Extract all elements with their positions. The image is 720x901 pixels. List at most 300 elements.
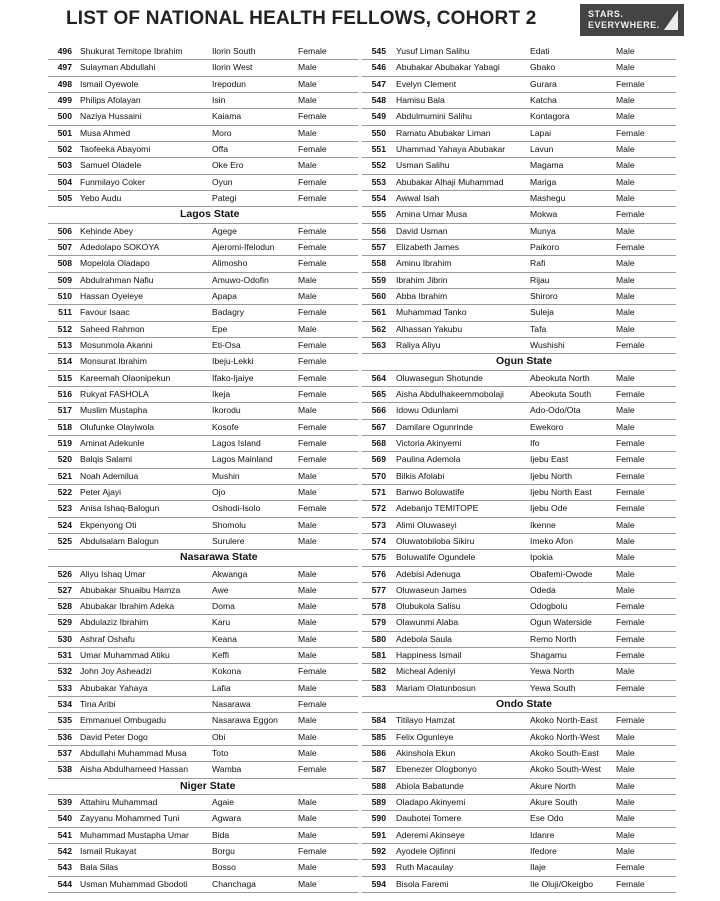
state-heading: Lagos State bbox=[180, 208, 240, 221]
table-row bbox=[362, 779, 676, 795]
table-row bbox=[362, 811, 676, 827]
table-row bbox=[362, 844, 676, 860]
fellow-gender: Male bbox=[616, 111, 635, 122]
fellow-name: Hassan Oyeleye bbox=[80, 290, 144, 301]
fellow-name: Akinshola Ekun bbox=[396, 748, 456, 759]
fellow-lga: Ijebu North East bbox=[530, 486, 592, 497]
table-row bbox=[48, 322, 358, 338]
fellow-number: 571 bbox=[371, 486, 386, 497]
table-row bbox=[48, 158, 358, 174]
fellow-name: Elizabeth James bbox=[396, 241, 460, 252]
fellow-lga: Ikeja bbox=[212, 388, 231, 399]
fellow-number: 552 bbox=[371, 160, 386, 171]
table-row bbox=[48, 632, 358, 648]
fellow-name: Aderemi Akinseye bbox=[396, 829, 465, 840]
fellow-name: Adebola Saula bbox=[396, 633, 452, 644]
fellow-name: Oladapo Akinyemi bbox=[396, 797, 466, 808]
table-row bbox=[48, 534, 358, 550]
fellow-gender: Male bbox=[298, 797, 317, 808]
fellow-gender: Female bbox=[616, 437, 645, 448]
table-row bbox=[48, 485, 358, 501]
table-row bbox=[48, 142, 358, 158]
fellow-name: Adedolapo SOKOYA bbox=[80, 241, 160, 252]
table-row bbox=[362, 746, 676, 762]
fellow-lga: Akwanga bbox=[212, 568, 248, 579]
table-row bbox=[362, 762, 676, 778]
table-row bbox=[362, 648, 676, 664]
fellow-number: 591 bbox=[371, 829, 386, 840]
table-row bbox=[362, 681, 676, 697]
fellow-lga: Obi bbox=[212, 731, 226, 742]
fellow-number: 547 bbox=[371, 78, 386, 89]
table-row bbox=[48, 60, 358, 76]
fellow-number: 542 bbox=[57, 846, 72, 857]
fellow-number: 551 bbox=[371, 143, 386, 154]
fellow-gender: Male bbox=[616, 176, 635, 187]
fellow-name: Tina Aribi bbox=[80, 699, 116, 710]
fellow-name: Monsurat Ibrahim bbox=[80, 356, 147, 367]
fellow-gender: Male bbox=[616, 323, 635, 334]
table-row bbox=[48, 583, 358, 599]
fellow-number: 514 bbox=[57, 356, 72, 367]
table-row bbox=[362, 420, 676, 436]
table-row bbox=[362, 730, 676, 746]
fellow-lga: Ogun Waterside bbox=[530, 617, 592, 628]
table-row bbox=[48, 452, 358, 468]
fellow-number: 532 bbox=[57, 666, 72, 677]
fellow-gender: Male bbox=[298, 323, 317, 334]
fellow-lga: Oshodi-Isolo bbox=[212, 503, 261, 514]
fellow-name: Ramatu Abubakar Liman bbox=[396, 127, 491, 138]
fellow-name: Philips Afolayan bbox=[80, 94, 141, 105]
fellow-name: Favour Isaac bbox=[80, 307, 130, 318]
fellow-name: Aliyu Ishaq Umar bbox=[80, 568, 146, 579]
fellow-gender: Male bbox=[616, 258, 635, 269]
table-row bbox=[362, 518, 676, 534]
fellow-lga: Pategi bbox=[212, 192, 237, 203]
fellow-name: Banwo Boluwatife bbox=[396, 486, 465, 497]
fellow-number: 580 bbox=[371, 633, 386, 644]
fellow-number: 496 bbox=[57, 46, 72, 56]
fellow-lga: Ibeju-Lekki bbox=[212, 356, 254, 367]
fellow-lga: Lagos Island bbox=[212, 437, 261, 448]
fellow-lga: Idanre bbox=[530, 829, 555, 840]
fellow-lga: Edati bbox=[530, 46, 550, 56]
table-row bbox=[48, 191, 358, 207]
table-row bbox=[362, 207, 676, 223]
table-row bbox=[362, 583, 676, 599]
table-row bbox=[362, 795, 676, 811]
fellow-lga: Ilorin West bbox=[212, 62, 253, 73]
fellow-name: Saheed Rahmon bbox=[80, 323, 145, 334]
fellow-name: Paulina Ademola bbox=[396, 454, 461, 465]
fellow-name: Balqis Salami bbox=[80, 454, 133, 465]
fellow-number: 501 bbox=[57, 127, 72, 138]
fellow-gender: Male bbox=[616, 519, 635, 530]
table-row bbox=[362, 860, 676, 876]
fellow-gender: Female bbox=[616, 339, 645, 350]
fellow-number: 505 bbox=[57, 192, 72, 203]
fellow-number: 506 bbox=[57, 225, 72, 236]
table-row bbox=[48, 664, 358, 680]
fellow-lga: Ijebu East bbox=[530, 454, 569, 465]
fellow-number: 520 bbox=[57, 454, 72, 465]
fellow-lga: Ile Oluji/Okeigbo bbox=[530, 878, 594, 889]
table-row bbox=[48, 289, 358, 305]
fellow-name: Olubukola Salisu bbox=[396, 601, 461, 612]
fellow-gender: Male bbox=[616, 160, 635, 171]
fellow-number: 561 bbox=[371, 307, 386, 318]
fellow-name: Rukyat FASHOLA bbox=[80, 388, 149, 399]
fellow-name: Mosunmola Akanni bbox=[80, 339, 153, 350]
fellow-number: 588 bbox=[371, 780, 386, 791]
fellow-number: 543 bbox=[57, 862, 72, 873]
fellow-number: 534 bbox=[57, 699, 72, 710]
fellow-number: 524 bbox=[57, 519, 72, 530]
fellow-number: 529 bbox=[57, 617, 72, 628]
table-row bbox=[362, 93, 676, 109]
fellow-name: Peter Ajayi bbox=[80, 486, 122, 497]
fellow-lga: Bosso bbox=[212, 862, 236, 873]
fellow-lga: Kosofe bbox=[212, 421, 239, 432]
fellow-number: 537 bbox=[57, 748, 72, 759]
fellow-name: Yebo Audu bbox=[80, 192, 122, 203]
table-row bbox=[48, 387, 358, 403]
fellow-name: Idowu Odunlami bbox=[396, 405, 459, 416]
table-row bbox=[362, 289, 676, 305]
fellow-gender: Female bbox=[616, 617, 645, 628]
fellow-lga: Eti-Osa bbox=[212, 339, 241, 350]
fellow-gender: Female bbox=[298, 307, 327, 318]
fellow-number: 528 bbox=[57, 601, 72, 612]
fellow-number: 531 bbox=[57, 650, 72, 661]
fellow-name: Mopelola Oladapo bbox=[80, 258, 150, 269]
fellow-lga: Oke Ero bbox=[212, 160, 244, 171]
table-row bbox=[48, 762, 358, 778]
table-row bbox=[362, 158, 676, 174]
table-row bbox=[48, 844, 358, 860]
fellow-name: Samuel Oladele bbox=[80, 160, 142, 171]
fellow-name: Abiola Babatunde bbox=[396, 780, 464, 791]
fellow-gender: Female bbox=[298, 699, 327, 710]
page-title: LIST OF NATIONAL HEALTH FELLOWS, COHORT 2 bbox=[66, 8, 537, 29]
table-row bbox=[48, 403, 358, 419]
fellow-lga: Rafi bbox=[530, 258, 546, 269]
fellow-number: 536 bbox=[57, 731, 72, 742]
fellow-lga: Tafa bbox=[530, 323, 547, 334]
table-row bbox=[48, 420, 358, 436]
fellow-name: Daubotei Tomere bbox=[396, 813, 462, 824]
fellow-lga: Obafemi-Owode bbox=[530, 568, 593, 579]
table-row bbox=[362, 322, 676, 338]
fellow-number: 554 bbox=[371, 192, 386, 203]
fellow-gender: Male bbox=[616, 225, 635, 236]
fellow-number: 587 bbox=[371, 764, 386, 775]
table-row bbox=[362, 550, 676, 566]
table-row bbox=[48, 697, 358, 713]
fellow-lga: Ese Odo bbox=[530, 813, 564, 824]
state-heading-row bbox=[48, 207, 358, 223]
fellow-number: 500 bbox=[57, 111, 72, 122]
fellow-lga: Agaie bbox=[212, 797, 234, 808]
table-row bbox=[48, 126, 358, 142]
fellow-gender: Male bbox=[298, 290, 317, 301]
fellow-lga: Ilaje bbox=[530, 862, 546, 873]
fellow-lga: Ado-Odo/Ota bbox=[530, 405, 581, 416]
fellow-gender: Female bbox=[298, 764, 327, 775]
fellow-lga: Awe bbox=[212, 584, 229, 595]
fellow-number: 540 bbox=[57, 813, 72, 824]
fellow-lga: Mariga bbox=[530, 176, 557, 187]
fellow-gender: Male bbox=[298, 568, 317, 579]
fellow-number: 592 bbox=[371, 846, 386, 857]
table-row bbox=[48, 648, 358, 664]
fellow-name: Raliya Aliyu bbox=[396, 339, 441, 350]
fellow-gender: Female bbox=[298, 46, 327, 56]
table-row bbox=[48, 436, 358, 452]
fellow-lga: Oyun bbox=[212, 176, 233, 187]
fellow-number: 577 bbox=[371, 584, 386, 595]
fellow-name: Attahiru Muhammad bbox=[80, 797, 158, 808]
fellow-lga: Kontagora bbox=[530, 111, 570, 122]
fellow-gender: Male bbox=[616, 62, 635, 73]
fellow-lga: Paikoro bbox=[530, 241, 560, 252]
state-heading-row bbox=[48, 550, 358, 566]
fellow-lga: Agege bbox=[212, 225, 237, 236]
fellow-gender: Male bbox=[616, 829, 635, 840]
fellow-gender: Female bbox=[298, 111, 327, 122]
fellow-name: Muhammad Mustapha Umar bbox=[80, 829, 189, 840]
fellow-lga: Ifako-Ijaiye bbox=[212, 372, 254, 383]
table-row bbox=[48, 354, 358, 370]
fellow-lga: Amuwo-Odofin bbox=[212, 274, 269, 285]
table-row bbox=[48, 599, 358, 615]
fellow-gender: Female bbox=[616, 241, 645, 252]
fellow-lga: Lavun bbox=[530, 143, 554, 154]
fellow-number: 530 bbox=[57, 633, 72, 644]
fellow-number: 516 bbox=[57, 388, 72, 399]
fellow-gender: Female bbox=[298, 437, 327, 448]
fellow-number: 585 bbox=[371, 731, 386, 742]
fellow-gender: Male bbox=[616, 797, 635, 808]
fellow-lga: Odogbolu bbox=[530, 601, 568, 612]
fellow-name: Kehinde Abey bbox=[80, 225, 134, 236]
fellow-gender: Female bbox=[298, 666, 327, 677]
fellow-gender: Male bbox=[298, 748, 317, 759]
fellow-name: Alimi Oluwaseyi bbox=[396, 519, 457, 530]
fellow-lga: Offa bbox=[212, 143, 229, 154]
fellow-gender: Male bbox=[616, 405, 635, 416]
table-row bbox=[362, 273, 676, 289]
fellow-lga: Ikenne bbox=[530, 519, 556, 530]
fellow-name: Amina Umar Musa bbox=[396, 209, 468, 220]
fellow-number: 583 bbox=[371, 682, 386, 693]
fellow-lga: Katcha bbox=[530, 94, 557, 105]
table-row bbox=[48, 518, 358, 534]
fellow-gender: Male bbox=[616, 421, 635, 432]
fellow-number: 509 bbox=[57, 274, 72, 285]
fellow-number: 582 bbox=[371, 666, 386, 677]
fellow-number: 527 bbox=[57, 584, 72, 595]
fellow-gender: Male bbox=[298, 650, 317, 661]
table-row bbox=[362, 403, 676, 419]
fellow-gender: Female bbox=[616, 486, 645, 497]
fellow-gender: Male bbox=[616, 143, 635, 154]
fellow-gender: Male bbox=[616, 290, 635, 301]
fellow-name: Happiness Ismail bbox=[396, 650, 462, 661]
table-row bbox=[362, 452, 676, 468]
fellow-name: Abdulrahman Nafiu bbox=[80, 274, 154, 285]
fellow-gender: Female bbox=[298, 421, 327, 432]
fellow-number: 521 bbox=[57, 470, 72, 481]
table-row bbox=[48, 305, 358, 321]
fellow-name: Micheal Adeniyi bbox=[396, 666, 456, 677]
table-row bbox=[362, 632, 676, 648]
fellow-lga: Wushishi bbox=[530, 339, 565, 350]
fellow-gender: Male bbox=[298, 405, 317, 416]
fellow-number: 555 bbox=[371, 209, 386, 220]
fellow-lga: Ijebu North bbox=[530, 470, 573, 481]
table-row bbox=[362, 534, 676, 550]
fellow-gender: Female bbox=[616, 388, 645, 399]
fellow-name: Yusuf Liman Salihu bbox=[396, 46, 470, 56]
fellow-number: 525 bbox=[57, 535, 72, 546]
state-heading: Nasarawa State bbox=[180, 551, 258, 564]
fellow-lga: Yewa North bbox=[530, 666, 575, 677]
fellow-name: Victoria Akinyemi bbox=[396, 437, 462, 448]
fellow-number: 562 bbox=[371, 323, 386, 334]
fellow-number: 522 bbox=[57, 486, 72, 497]
fellow-gender: Male bbox=[298, 160, 317, 171]
fellow-number: 566 bbox=[371, 405, 386, 416]
fellow-gender: Male bbox=[298, 274, 317, 285]
fellow-name: Bala Silas bbox=[80, 862, 119, 873]
fellow-name: Bilkis Afolabi bbox=[396, 470, 445, 481]
fellow-gender: Male bbox=[616, 46, 635, 56]
fellow-number: 512 bbox=[57, 323, 72, 334]
fellow-gender: Male bbox=[616, 780, 635, 791]
fellow-gender: Male bbox=[298, 584, 317, 595]
fellow-number: 553 bbox=[371, 176, 386, 187]
state-heading: Ondo State bbox=[496, 698, 553, 711]
fellow-name: Umar Muhammad Atiku bbox=[80, 650, 170, 661]
state-heading-row bbox=[362, 354, 676, 370]
fellow-gender: Female bbox=[616, 715, 645, 726]
table-row bbox=[362, 828, 676, 844]
fellow-number: 510 bbox=[57, 290, 72, 301]
fellow-name: John Joy Asheadzi bbox=[80, 666, 152, 677]
table-row bbox=[48, 713, 358, 729]
fellow-lga: Agwara bbox=[212, 813, 242, 824]
fellow-gender: Female bbox=[298, 372, 327, 383]
fellow-lga: Lapai bbox=[530, 127, 552, 138]
fellow-number: 499 bbox=[57, 94, 72, 105]
fellow-name: Awwal Isah bbox=[396, 192, 440, 203]
fellow-name: Uhammad Yahaya Abubakar bbox=[396, 143, 506, 154]
fellow-number: 539 bbox=[57, 797, 72, 808]
table-row bbox=[48, 93, 358, 109]
fellow-gender: Male bbox=[616, 535, 635, 546]
fellow-lga: Mushin bbox=[212, 470, 240, 481]
fellow-name: Taofeeka Abayomi bbox=[80, 143, 151, 154]
fellow-lga: Shiroro bbox=[530, 290, 558, 301]
fellow-lga: Ikorodu bbox=[212, 405, 241, 416]
fellow-lga: Moro bbox=[212, 127, 232, 138]
fellow-gender: Female bbox=[616, 862, 645, 873]
table-row bbox=[48, 338, 358, 354]
fellow-gender: Female bbox=[616, 650, 645, 661]
fellow-name: David Peter Dogo bbox=[80, 731, 148, 742]
state-heading-row bbox=[48, 779, 358, 795]
table-row bbox=[362, 175, 676, 191]
fellow-lga: Abeokuta South bbox=[530, 388, 592, 399]
fellow-lga: Epe bbox=[212, 323, 228, 334]
fellow-name: Kareemah Olaonipekun bbox=[80, 372, 171, 383]
table-row bbox=[48, 77, 358, 93]
fellow-number: 558 bbox=[371, 258, 386, 269]
fellow-name: Oluwaseun James bbox=[396, 584, 467, 595]
fellow-gender: Female bbox=[298, 503, 327, 514]
table-row bbox=[362, 567, 676, 583]
table-row bbox=[48, 567, 358, 583]
table-row bbox=[362, 371, 676, 387]
state-heading-row bbox=[362, 697, 676, 713]
fellow-name: Alhassan Yakubu bbox=[396, 323, 463, 334]
table-row bbox=[48, 746, 358, 762]
fellow-name: Ashraf Oshafu bbox=[80, 633, 135, 644]
fellow-lga: Akure North bbox=[530, 780, 576, 791]
fellow-gender: Male bbox=[616, 568, 635, 579]
fellow-gender: Male bbox=[298, 519, 317, 530]
table-row bbox=[48, 795, 358, 811]
fellow-number: 563 bbox=[371, 339, 386, 350]
fellow-lga: Gurara bbox=[530, 78, 557, 89]
table-row bbox=[362, 305, 676, 321]
table-row bbox=[48, 501, 358, 517]
fellow-gender: Male bbox=[298, 535, 317, 546]
fellow-lga: Irepodun bbox=[212, 78, 246, 89]
table-row bbox=[48, 730, 358, 746]
fellow-lga: Surulere bbox=[212, 535, 245, 546]
table-row bbox=[362, 485, 676, 501]
fellow-number: 497 bbox=[57, 62, 72, 73]
fellow-name: Abubakar Abubakar Yabagi bbox=[396, 62, 500, 73]
fellow-gender: Female bbox=[298, 258, 327, 269]
table-row bbox=[48, 175, 358, 191]
fellow-number: 559 bbox=[371, 274, 386, 285]
table-row bbox=[362, 501, 676, 517]
table-row bbox=[48, 371, 358, 387]
fellow-lga: Bida bbox=[212, 829, 230, 840]
fellow-lga: Ojo bbox=[212, 486, 226, 497]
fellow-number: 557 bbox=[371, 241, 386, 252]
fellow-gender: Male bbox=[298, 731, 317, 742]
fellow-name: Sulayman Abdullahi bbox=[80, 62, 156, 73]
fellow-lga: Ewekoro bbox=[530, 421, 564, 432]
fellow-lga: Isin bbox=[212, 94, 226, 105]
table-row bbox=[362, 469, 676, 485]
fellows-table-right bbox=[362, 44, 676, 893]
fellow-gender: Male bbox=[616, 307, 635, 318]
fellow-number: 574 bbox=[371, 535, 386, 546]
fellow-gender: Male bbox=[298, 633, 317, 644]
fellow-gender: Male bbox=[616, 552, 635, 563]
fellow-number: 584 bbox=[371, 715, 386, 726]
fellow-gender: Male bbox=[616, 94, 635, 105]
fellow-name: Abdulaziz Ibrahim bbox=[80, 617, 149, 628]
fellow-lga: Ijebu Ode bbox=[530, 503, 568, 514]
fellow-gender: Female bbox=[616, 601, 645, 612]
